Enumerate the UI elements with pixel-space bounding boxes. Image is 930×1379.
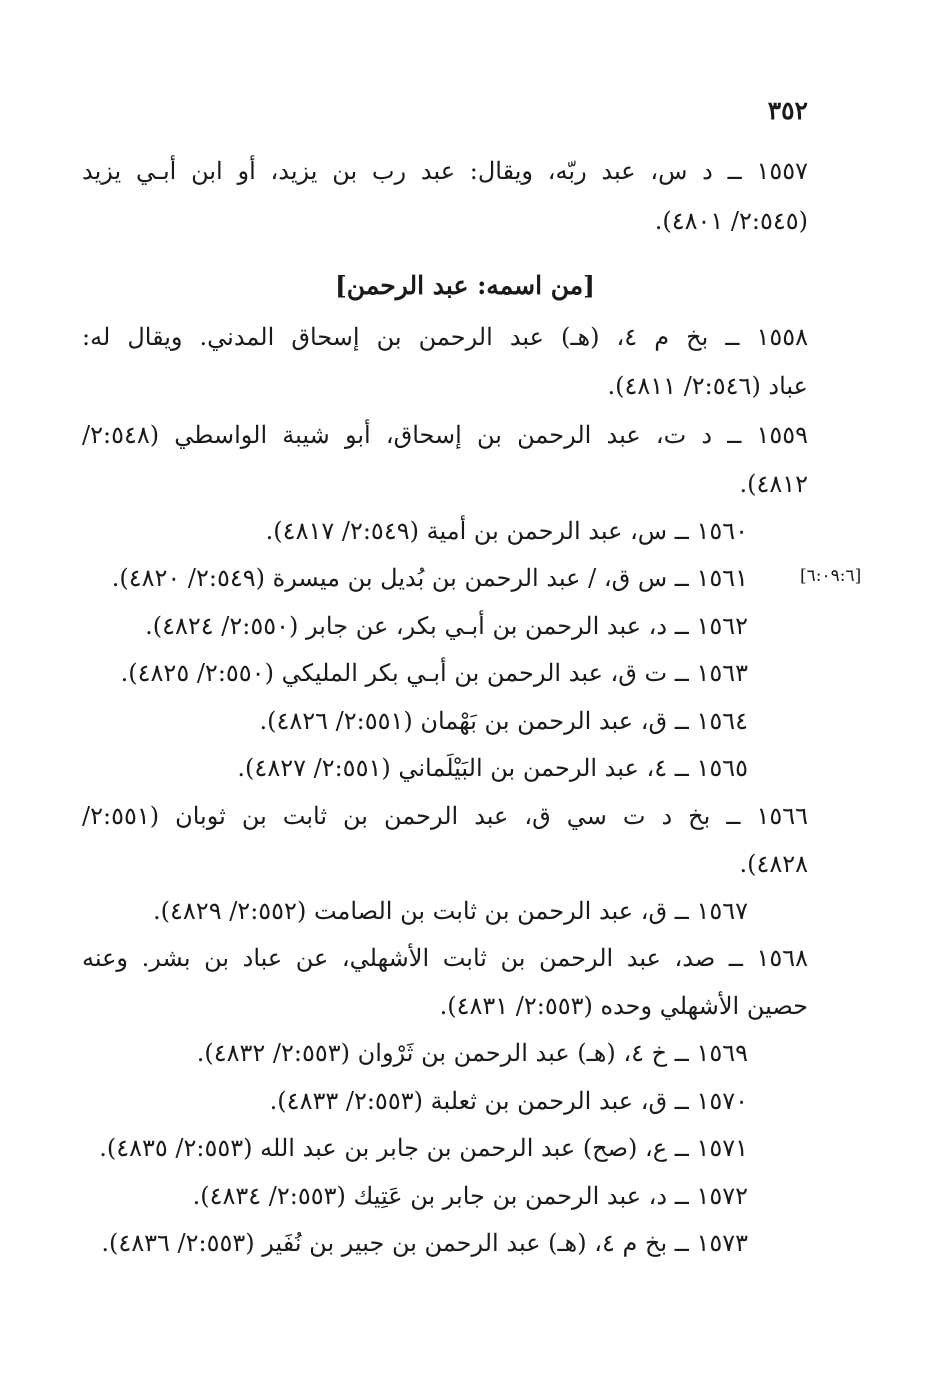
entry-1571: ١٥٧١ ــ ع، (صح) عبد الرحمن بن جابر بن عبد الله (٢:٥٥٣/ ٤٨٣٥). — [99, 1134, 748, 1162]
entry-1565: ١٥٦٥ ــ ٤، عبد الرحمن بن البَيْلَماني (٢:٥٥١/ ٤٨٢٧). — [237, 754, 748, 782]
entry-1566-line-1: ١٥٦٦ ــ بخ د ت سي ق، عبد الرحمن بن ثابت بن ثوبان (٢:٥٥١/ — [82, 802, 808, 830]
entry-1558-line-1: ١٥٥٨ ــ بخ م ٤، (هـ) عبد الرحمن بن إسحاق المدني. ويقال له: — [82, 323, 809, 351]
entry-1562: ١٥٦٢ ــ د، عبد الرحمن بن أبـي بكر، عن جابر (٢:٥٥٠/ ٤٨٢٤). — [145, 612, 748, 640]
entry-1561: ١٥٦١ ــ س ق، / عبد الرحمن بن بُديل بن ميسرة (٢:٥٤٩/ ٤٨٢٠). — [111, 564, 748, 592]
entry-1563: ١٥٦٣ ــ ت ق، عبد الرحمن بن أبـي بكر المليكي (٢:٥٥٠/ ٤٨٢٥). — [120, 659, 748, 687]
entry-1568-line-1: ١٥٦٨ ــ صد، عبد الرحمن بن ثابت الأشهلي، عن عباد بن بشر. وعنه — [82, 944, 808, 972]
entry-1559-line-2: ٤٨١٢). — [739, 470, 808, 498]
entry-1560: ١٥٦٠ ــ س، عبد الرحمن بن أمية (٢:٥٤٩/ ٤٨١٧). — [265, 517, 748, 545]
entry-1558-line-2: عباد (٢:٥٤٦/ ٤٨١١). — [607, 372, 808, 400]
entry-1557-line-1: ١٥٥٧ ــ د س، عبد ربّه، ويقال: عبد رب بن يزيد، أو ابن أبـي يزيد — [82, 157, 808, 185]
entry-1568-line-2: حصين الأشهلي وحده (٢:٥٥٣/ ٤٨٣١). — [439, 992, 808, 1020]
section-heading: [من اسمه: عبد الرحمن] — [334, 271, 596, 300]
entry-1559-line-1: ١٥٥٩ ــ د ت، عبد الرحمن بن إسحاق، أبو شيبة الواسطي (٢:٥٤٨/ — [82, 421, 808, 449]
entry-1570: ١٥٧٠ ــ ق، عبد الرحمن بن ثعلبة (٢:٥٥٣/ ٤٨٣٣). — [269, 1087, 748, 1115]
entry-1566-line-2: ٤٨٢٨). — [739, 850, 808, 878]
entry-1573: ١٥٧٣ ــ بخ م ٤، (هـ) عبد الرحمن بن جبير بن نُفَير (٢:٥٥٣/ ٤٨٣٦). — [101, 1229, 748, 1257]
entry-1567: ١٥٦٧ ــ ق، عبد الرحمن بن ثابت بن الصامت (٢:٥٥٢/ ٤٨٢٩). — [153, 897, 748, 925]
entry-1557-line-2: (٢:٥٤٥/ ٤٨٠١). — [654, 207, 808, 235]
entry-1564: ١٥٦٤ ــ ق، عبد الرحمن بن بَهْمان (٢:٥٥١/ ٤٨٢٦). — [259, 707, 748, 735]
entry-1569: ١٥٦٩ ــ خ ٤، (هـ) عبد الرحمن بن ثَرْوان (٢:٥٥٣/ ٤٨٣٢). — [196, 1039, 748, 1067]
page-number: ٣٥٢ — [767, 96, 808, 125]
margin-note: [٦:٠٩:٦] — [800, 566, 862, 586]
entry-1572: ١٥٧٢ ــ د، عبد الرحمن بن جابر بن عَتِيك (٢:٥٥٣/ ٤٨٣٤). — [192, 1182, 748, 1210]
